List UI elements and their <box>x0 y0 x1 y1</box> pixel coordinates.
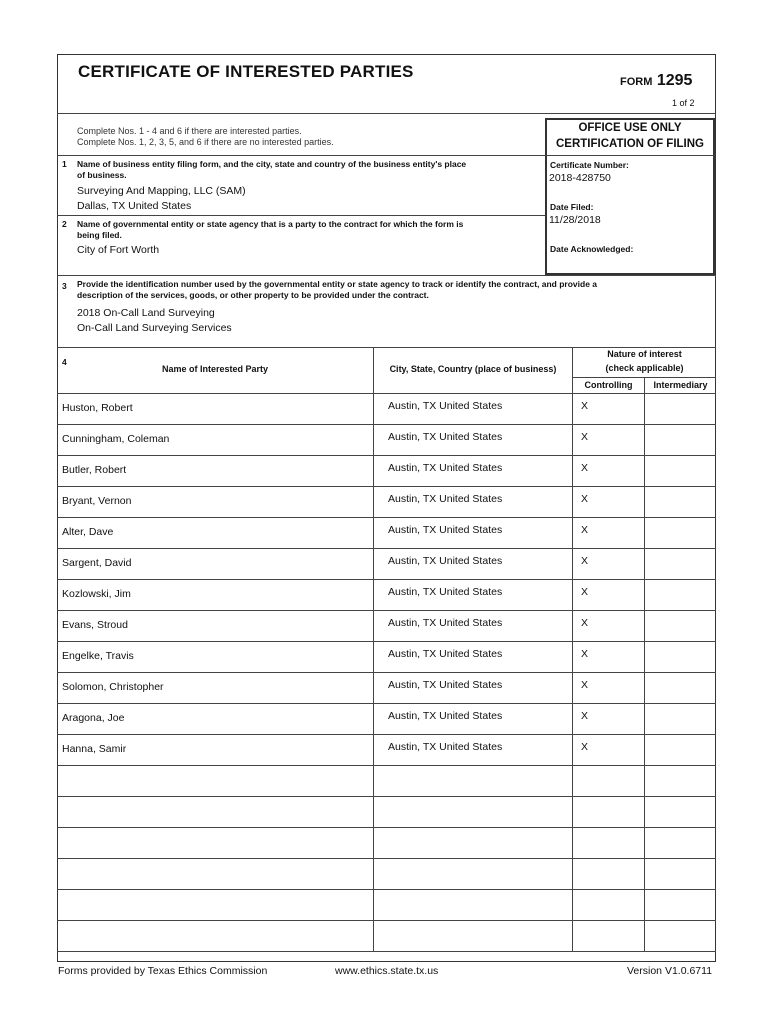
date-acknowledged-label: Date Acknowledged: <box>550 244 634 254</box>
business-entity-location: Dallas, TX United States <box>77 200 192 212</box>
row-divider <box>57 920 716 921</box>
form-number-value: 1295 <box>656 72 693 89</box>
business-entity-name: Surveying And Mapping, LLC (SAM) <box>77 185 246 197</box>
party-name: Solomon, Christopher <box>62 681 164 693</box>
governmental-entity-name: City of Fort Worth <box>77 244 160 256</box>
row-divider <box>57 827 716 828</box>
section-2-divider <box>57 275 716 276</box>
controlling-mark: X <box>581 524 589 536</box>
footer-website: www.ethics.state.tx.us <box>335 965 439 977</box>
page-indicator: 1 of 2 <box>672 98 695 108</box>
column-header-nature: Nature of interest <box>607 349 682 359</box>
row-divider <box>57 641 716 642</box>
party-name: Bryant, Vernon <box>62 495 132 507</box>
column-divider-location-nature <box>572 347 573 951</box>
party-name: Cunningham, Coleman <box>62 433 170 445</box>
office-use-divider <box>545 155 715 156</box>
section-3-label-line-1: Provide the identification number used by the governmental entity or state agency to track or identify the contract, and provide a <box>77 279 598 289</box>
column-header-name: Name of Interested Party <box>161 364 269 374</box>
column-header-check-applicable: (check applicable) <box>605 363 684 373</box>
controlling-mark: X <box>581 710 589 722</box>
party-location: Austin, TX United States <box>388 524 503 536</box>
party-name: Aragona, Joe <box>62 712 125 724</box>
party-location: Austin, TX United States <box>388 462 503 474</box>
controlling-mark: X <box>581 462 589 474</box>
row-divider <box>57 796 716 797</box>
row-divider <box>57 703 716 704</box>
row-divider <box>57 548 716 549</box>
column-header-intermediary: Intermediary <box>653 380 708 390</box>
form-label: FORM <box>620 76 653 88</box>
party-name: Butler, Robert <box>62 464 127 476</box>
certificate-number-label: Certificate Number: <box>550 160 629 170</box>
party-location: Austin, TX United States <box>388 617 503 629</box>
form-number <box>620 72 692 90</box>
office-use-title: OFFICE USE ONLY <box>578 122 682 134</box>
instructions-divider <box>57 155 545 156</box>
row-divider <box>57 486 716 487</box>
party-name: Huston, Robert <box>62 402 133 414</box>
section-2-number: 2 <box>62 219 67 229</box>
party-name: Sargent, David <box>62 557 132 569</box>
party-location: Austin, TX United States <box>388 679 503 691</box>
section-3-label-line-2: description of the services, goods, or other property to be provided under the contract. <box>77 290 429 300</box>
section-3-divider <box>57 347 716 348</box>
section-1-label-line-1: Name of business entity filing form, and the city, state and country of the business entity's place <box>77 159 467 169</box>
party-location: Austin, TX United States <box>388 555 503 567</box>
section-1-number: 1 <box>62 159 67 169</box>
section-2-label-line-1: Name of governmental entity or state agency that is a party to the contract for which the form is <box>77 219 464 229</box>
party-location: Austin, TX United States <box>388 710 503 722</box>
column-divider-name-location <box>373 347 374 951</box>
row-divider <box>57 455 716 456</box>
party-location: Austin, TX United States <box>388 741 503 753</box>
party-location: Austin, TX United States <box>388 493 503 505</box>
controlling-mark: X <box>581 586 589 598</box>
row-divider <box>57 517 716 518</box>
party-location: Austin, TX United States <box>388 586 503 598</box>
header-divider <box>57 113 716 114</box>
instruction-line-2: Complete Nos. 1, 2, 3, 5, and 6 if there are no interested parties. <box>77 137 334 147</box>
row-divider <box>57 579 716 580</box>
section-1-divider <box>57 215 545 216</box>
column-header-location: City, State, Country (place of business) <box>389 364 557 374</box>
section-2-label-line-2: being filed. <box>77 230 122 240</box>
section-3-number: 3 <box>62 281 67 291</box>
controlling-intermediary-divider <box>644 377 645 393</box>
certificate-number: 2018-428750 <box>549 172 611 184</box>
row-divider <box>57 672 716 673</box>
party-name: Alter, Dave <box>62 526 114 538</box>
party-name: Hanna, Samir <box>62 743 127 755</box>
controlling-mark: X <box>581 431 589 443</box>
form-title: CERTIFICATE OF INTERESTED PARTIES <box>78 62 414 81</box>
row-divider <box>57 858 716 859</box>
party-name: Evans, Stroud <box>62 619 128 631</box>
controlling-mark: X <box>581 493 589 505</box>
row-divider <box>57 765 716 766</box>
column-header-controlling: Controlling <box>584 380 633 390</box>
section-1-label-line-2: of business. <box>77 170 127 180</box>
party-name: Engelke, Travis <box>62 650 134 662</box>
date-filed: 11/28/2018 <box>549 214 601 226</box>
party-location: Austin, TX United States <box>388 648 503 660</box>
row-divider <box>57 424 716 425</box>
row-divider <box>57 610 716 611</box>
controlling-mark: X <box>581 648 589 660</box>
controlling-mark: X <box>581 741 589 753</box>
controlling-mark: X <box>581 555 589 567</box>
party-location: Austin, TX United States <box>388 400 503 412</box>
table-header-divider <box>57 393 716 394</box>
row-divider <box>57 734 716 735</box>
instruction-line-1: Complete Nos. 1 - 4 and 6 if there are interested parties. <box>77 126 302 136</box>
date-filed-label: Date Filed: <box>550 202 594 212</box>
party-name: Kozlowski, Jim <box>62 588 131 600</box>
contract-description: On-Call Land Surveying Services <box>77 322 232 334</box>
contract-id: 2018 On-Call Land Surveying <box>77 307 215 319</box>
table-bottom-line <box>57 951 716 952</box>
section-4-number: 4 <box>62 357 67 367</box>
party-location: Austin, TX United States <box>388 431 503 443</box>
office-use-subtitle: CERTIFICATION OF FILING <box>556 138 704 150</box>
controlling-mark: X <box>581 617 589 629</box>
row-divider <box>57 889 716 890</box>
controlling-mark: X <box>581 400 589 412</box>
footer-version: Version V1.0.6711 <box>627 965 713 977</box>
footer-provider: Forms provided by Texas Ethics Commission <box>58 965 268 977</box>
controlling-mark: X <box>581 679 589 691</box>
